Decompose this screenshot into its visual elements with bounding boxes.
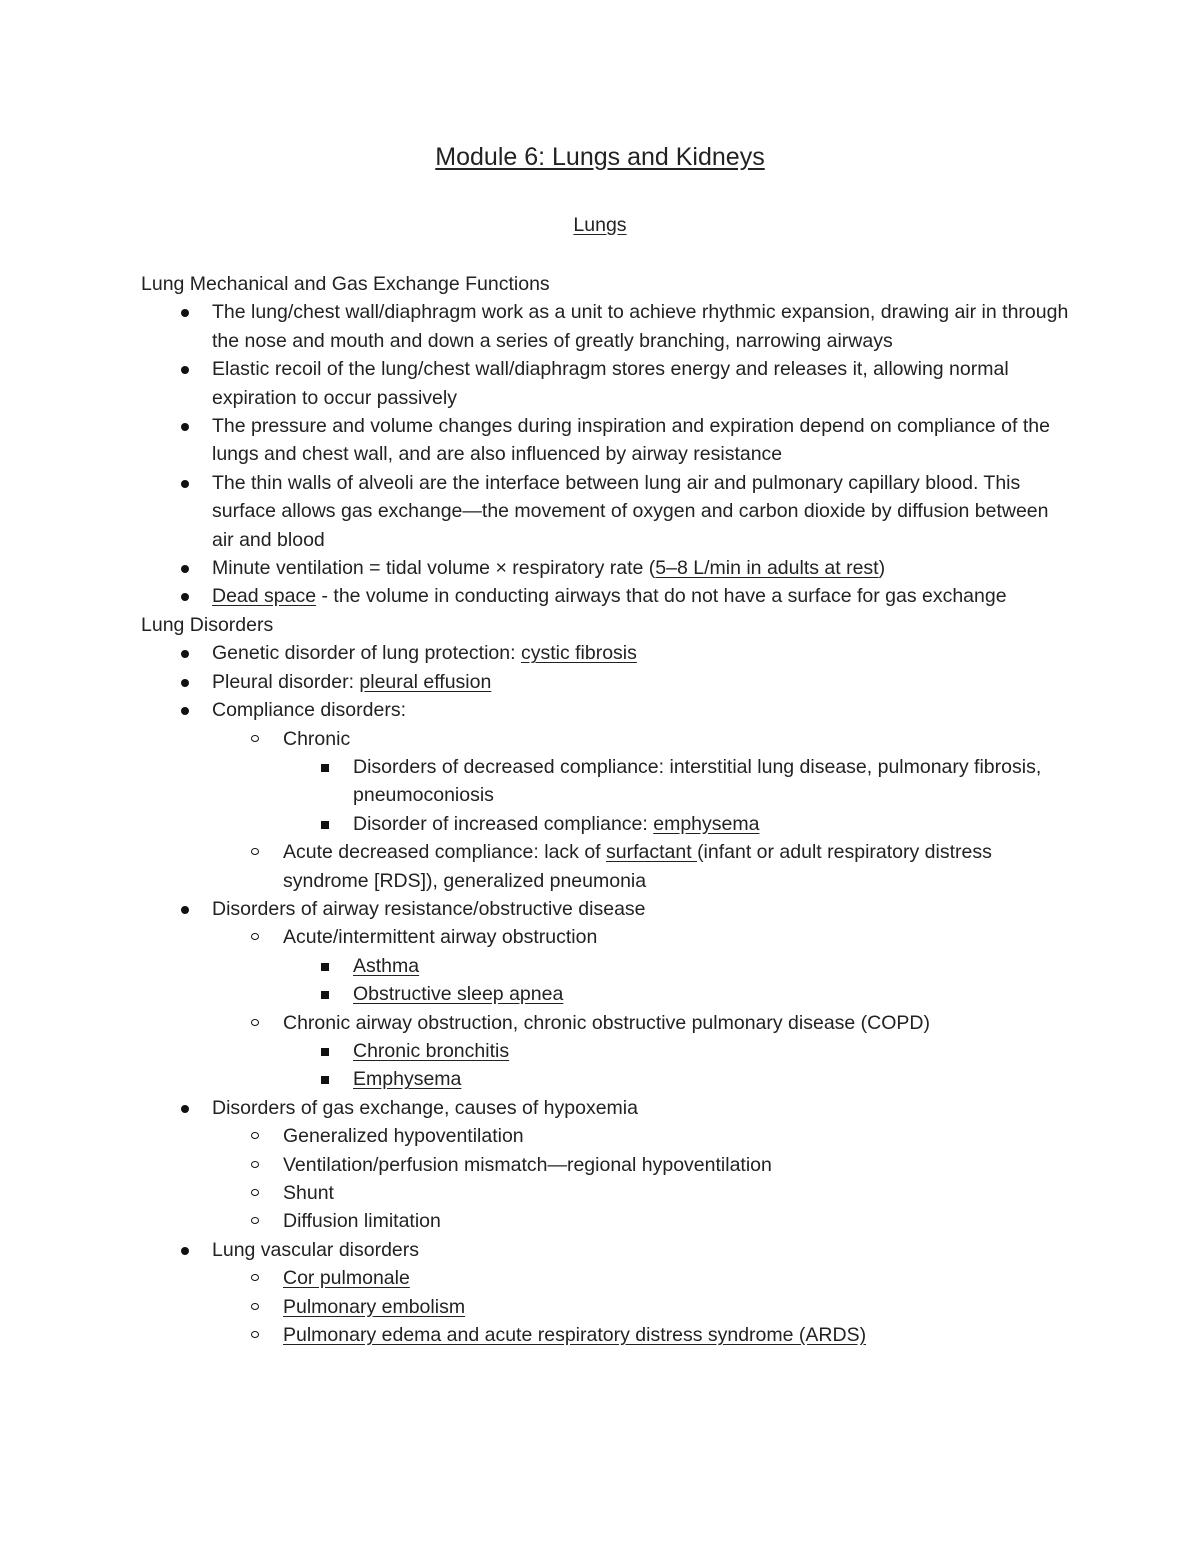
- list-item: Chronic airway obstruction, chronic obstructive pulmonary disease (COPD): [141, 1009, 1071, 1037]
- bullet-icon: [181, 1105, 189, 1113]
- list-item: [141, 952, 1071, 980]
- list-item: Dead space - the volume in conducting airways that do not have a surface for gas exchange: [141, 582, 1071, 610]
- document-body: [141, 270, 1071, 1349]
- section-title-lungs: Lungs: [573, 214, 627, 236]
- list-item: The thin walls of alveoli are the interface between lung air and pulmonary capillary blood. This surface allows gas exchange—the movement of oxygen and carbon dioxide by diffusion between air and blood: [141, 469, 1071, 554]
- bullet-icon: [181, 1247, 189, 1255]
- list-item: [141, 1264, 1071, 1292]
- list-item: Genetic disorder of lung protection: cystic fibrosis: [141, 639, 1071, 667]
- bullet-icon: [321, 991, 329, 999]
- bullet-icon: [251, 933, 259, 940]
- link-emphysema-compliance[interactable]: emphysema: [653, 812, 760, 835]
- list-item: Lung vascular disorders: [141, 1236, 1071, 1264]
- link-minute-ventilation[interactable]: 5–8 L/min in adults at rest: [655, 557, 879, 580]
- list-item: Minute ventilation = tidal volume × respiratory rate (5–8 L/min in adults at rest): [141, 554, 1071, 582]
- bullet-icon: [251, 1303, 259, 1310]
- bullet-icon: [251, 1189, 259, 1196]
- list-item: Acute/intermittent airway obstruction: [141, 923, 1071, 951]
- bullet-icon: [181, 565, 189, 573]
- bullet-icon: [181, 309, 189, 317]
- bullet-icon: [321, 821, 329, 829]
- disorders-list: [141, 639, 1071, 1349]
- list-item: [141, 1321, 1071, 1349]
- link-pleural-effusion[interactable]: pleural effusion: [359, 670, 492, 693]
- bullet-icon: [181, 423, 189, 431]
- list-item: Chronic: [141, 725, 1071, 753]
- functions-list: [141, 298, 1071, 610]
- list-item: Disorders of decreased compliance: interstitial lung disease, pulmonary fibrosis, pneumoconiosis: [141, 753, 1071, 810]
- link-emphysema[interactable]: Emphysema: [353, 1068, 462, 1091]
- list-item: The lung/chest wall/diaphragm work as a unit to achieve rhythmic expansion, drawing air in through the nose and mouth and down a series of greatly branching, narrowing airways: [141, 298, 1071, 355]
- link-cystic-fibrosis[interactable]: cystic fibrosis: [520, 642, 637, 665]
- bullet-icon: [181, 480, 189, 488]
- bullet-icon: [321, 1048, 329, 1056]
- section-heading-functions: Lung Mechanical and Gas Exchange Functions: [141, 273, 550, 295]
- link-cor-pulmonale[interactable]: Cor pulmonale: [283, 1267, 410, 1290]
- page-title: Module 6: Lungs and Kidneys: [435, 143, 765, 171]
- bullet-icon: [321, 764, 329, 772]
- list-item: The pressure and volume changes during inspiration and expiration depend on compliance of the lungs and chest wall, and are also influenced by airway resistance: [141, 412, 1071, 469]
- bullet-icon: [181, 593, 189, 601]
- list-item: Compliance disorders:: [141, 696, 1071, 724]
- list-item: [141, 980, 1071, 1008]
- bullet-icon: [251, 1217, 259, 1224]
- list-item: Ventilation/perfusion mismatch—regional hypoventilation: [141, 1151, 1071, 1179]
- link-dead-space[interactable]: Dead space: [212, 585, 317, 608]
- list-item: Disorders of airway resistance/obstructive disease: [141, 895, 1071, 923]
- list-item: [141, 1065, 1071, 1093]
- list-item: Disorders of gas exchange, causes of hypoxemia: [141, 1094, 1071, 1122]
- section-heading-disorders: Lung Disorders: [141, 613, 274, 636]
- list-item: [141, 1037, 1071, 1065]
- link-obstructive-sleep-apnea[interactable]: Obstructive sleep apnea: [353, 983, 564, 1006]
- bullet-icon: [251, 848, 259, 855]
- list-item: Acute decreased compliance: lack of surfactant (infant or adult respiratory distress syndrome [RDS]), generalized pneumonia: [141, 838, 1071, 895]
- bullet-icon: [251, 1019, 259, 1026]
- bullet-icon: [251, 1331, 259, 1338]
- list-item: Shunt: [141, 1179, 1071, 1207]
- link-pulmonary-embolism[interactable]: Pulmonary embolism: [283, 1295, 466, 1318]
- bullet-icon: [251, 735, 259, 742]
- link-asthma[interactable]: Asthma: [353, 954, 420, 977]
- list-item: Generalized hypoventilation: [141, 1122, 1071, 1150]
- bullet-icon: [181, 679, 189, 687]
- list-item: Disorder of increased compliance: emphysema: [141, 810, 1071, 838]
- bullet-icon: [181, 906, 189, 914]
- link-ards[interactable]: Pulmonary edema and acute respiratory distress syndrome (ARDS): [283, 1324, 867, 1347]
- list-item: Elastic recoil of the lung/chest wall/diaphragm stores energy and releases it, allowing normal expiration to occur passively: [141, 355, 1071, 412]
- list-item: Diffusion limitation: [141, 1207, 1071, 1235]
- list-item: [141, 1293, 1071, 1321]
- bullet-icon: [181, 650, 189, 658]
- link-surfactant[interactable]: surfactant: [606, 841, 698, 864]
- link-chronic-bronchitis[interactable]: Chronic bronchitis: [353, 1039, 510, 1062]
- bullet-icon: [251, 1161, 259, 1168]
- bullet-icon: [251, 1132, 259, 1139]
- bullet-icon: [321, 963, 329, 971]
- bullet-icon: [321, 1076, 329, 1084]
- bullet-icon: [181, 366, 189, 374]
- bullet-icon: [181, 707, 189, 715]
- bullet-icon: [251, 1274, 259, 1281]
- list-item: Pleural disorder: pleural effusion: [141, 668, 1071, 696]
